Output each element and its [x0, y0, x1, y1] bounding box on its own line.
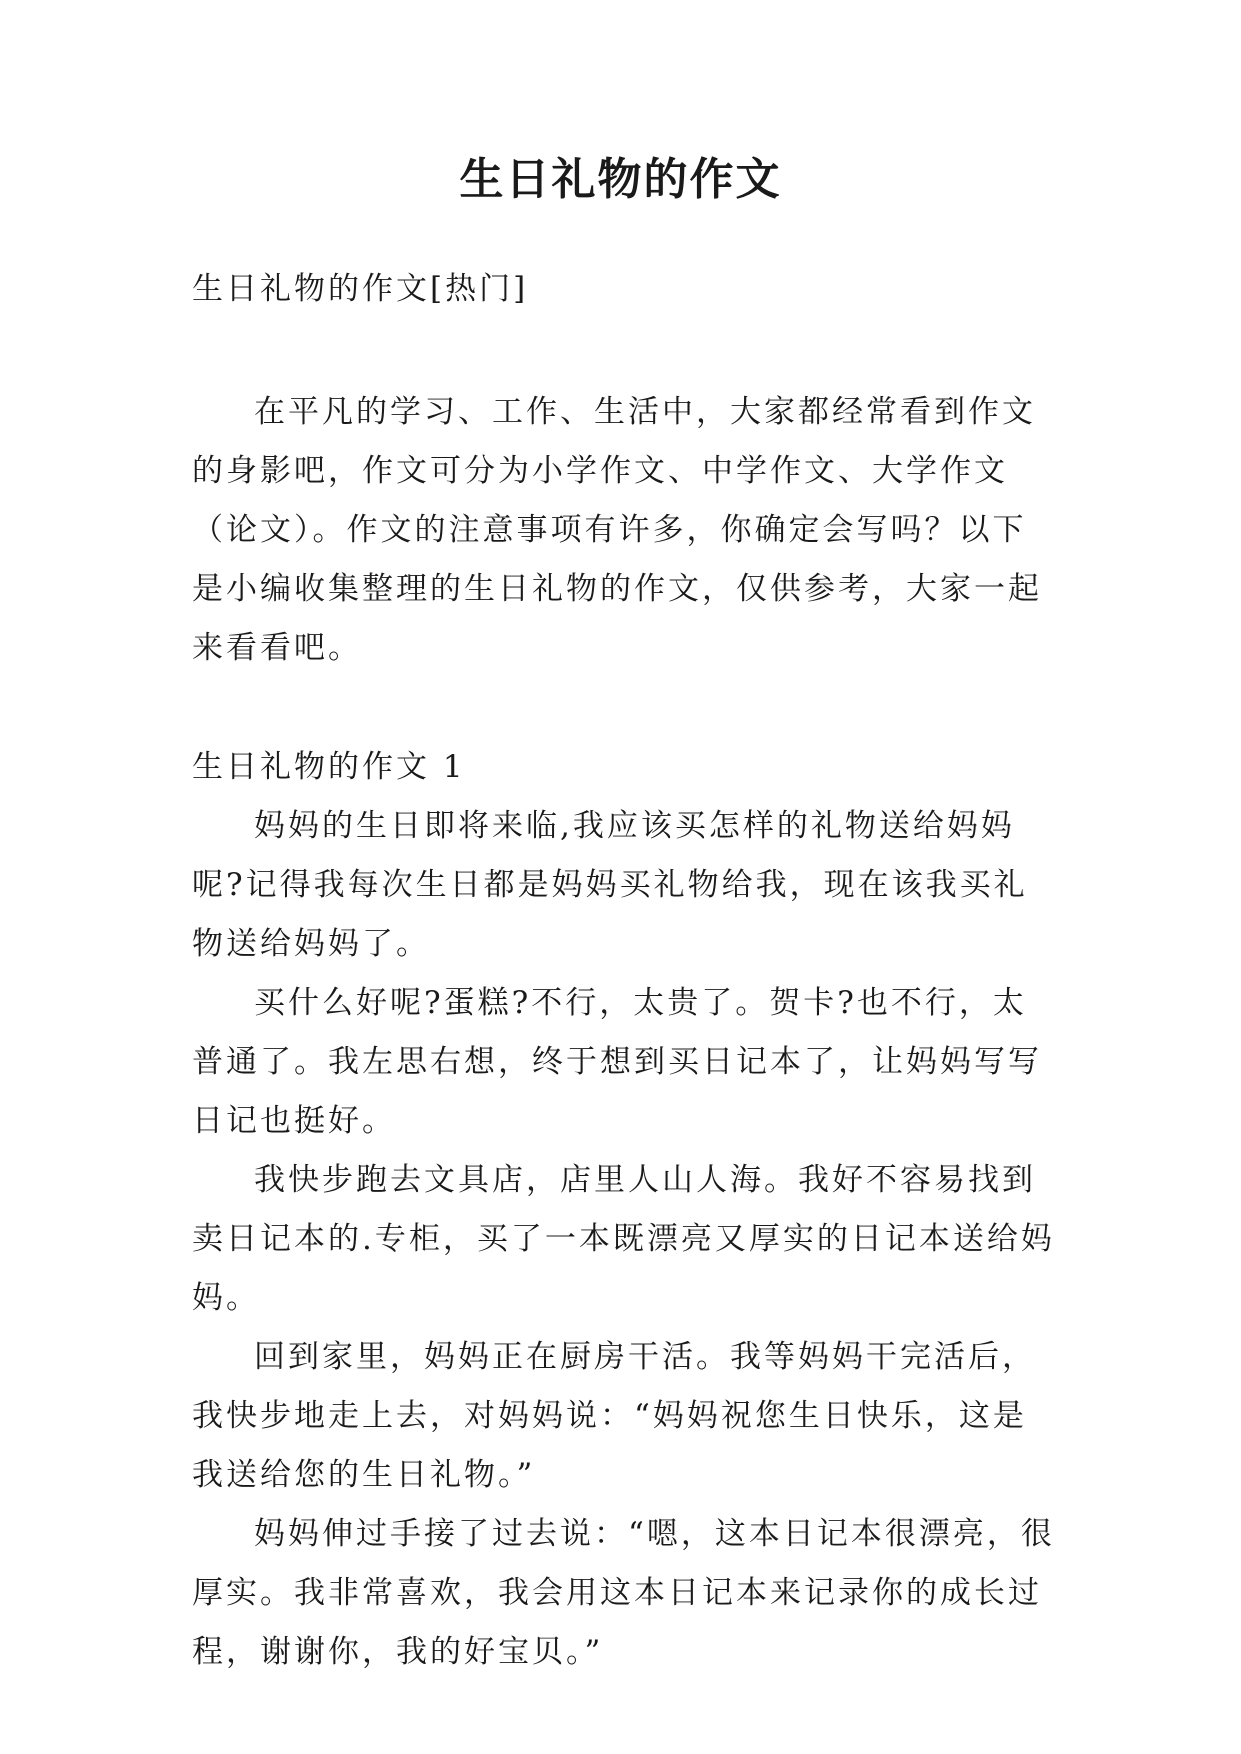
body-paragraph: 妈妈伸过手接了过去说：“嗯，这本日记本很漂亮，很厚实。我非常喜欢，我会用这本日记本来记录你的成长过程，谢谢你，我的好宝贝。”	[192, 1516, 1055, 1670]
body-paragraph: 我快步跑去文具店，店里人山人海。我好不容易找到卖日记本的.专柜，买了一本既漂亮又厚实的日记本送给妈妈。	[192, 1162, 1055, 1316]
section-heading: 生日礼物的作文 1	[192, 749, 466, 785]
document-title: 生日礼物的作文	[459, 154, 782, 205]
spacer	[192, 678, 1057, 738]
document-body	[192, 260, 1057, 1682]
body-paragraph: 回到家里，妈妈正在厨房干活。我等妈妈干完活后，我快步地走上去，对妈妈说：“妈妈祝您生日快乐，这是我送给您的生日礼物。”	[192, 1339, 1036, 1493]
intro-paragraph: 在平凡的学习、工作、生活中，大家都经常看到作文的身影吧，作文可分为小学作文、中学作文、大学作文（论文）。作文的注意事项有许多，你确定会写吗？以下是小编收集整理的生日礼物的作文，仅供参考，大家一起来看看吧。	[192, 394, 1042, 666]
spacer	[192, 319, 1057, 383]
document-subtitle: 生日礼物的作文[热门]	[192, 271, 529, 307]
body-paragraph: 妈妈的生日即将来临,我应该买怎样的礼物送给妈妈呢?记得我每次生日都是妈妈买礼物给我，现在该我买礼物送给妈妈了。	[192, 808, 1028, 962]
body-paragraph: 买什么好呢?蛋糕?不行，太贵了。贺卡?也不行，太普通了。我左思右想，终于想到买日记本了，让妈妈写写日记也挺好。	[192, 985, 1042, 1139]
